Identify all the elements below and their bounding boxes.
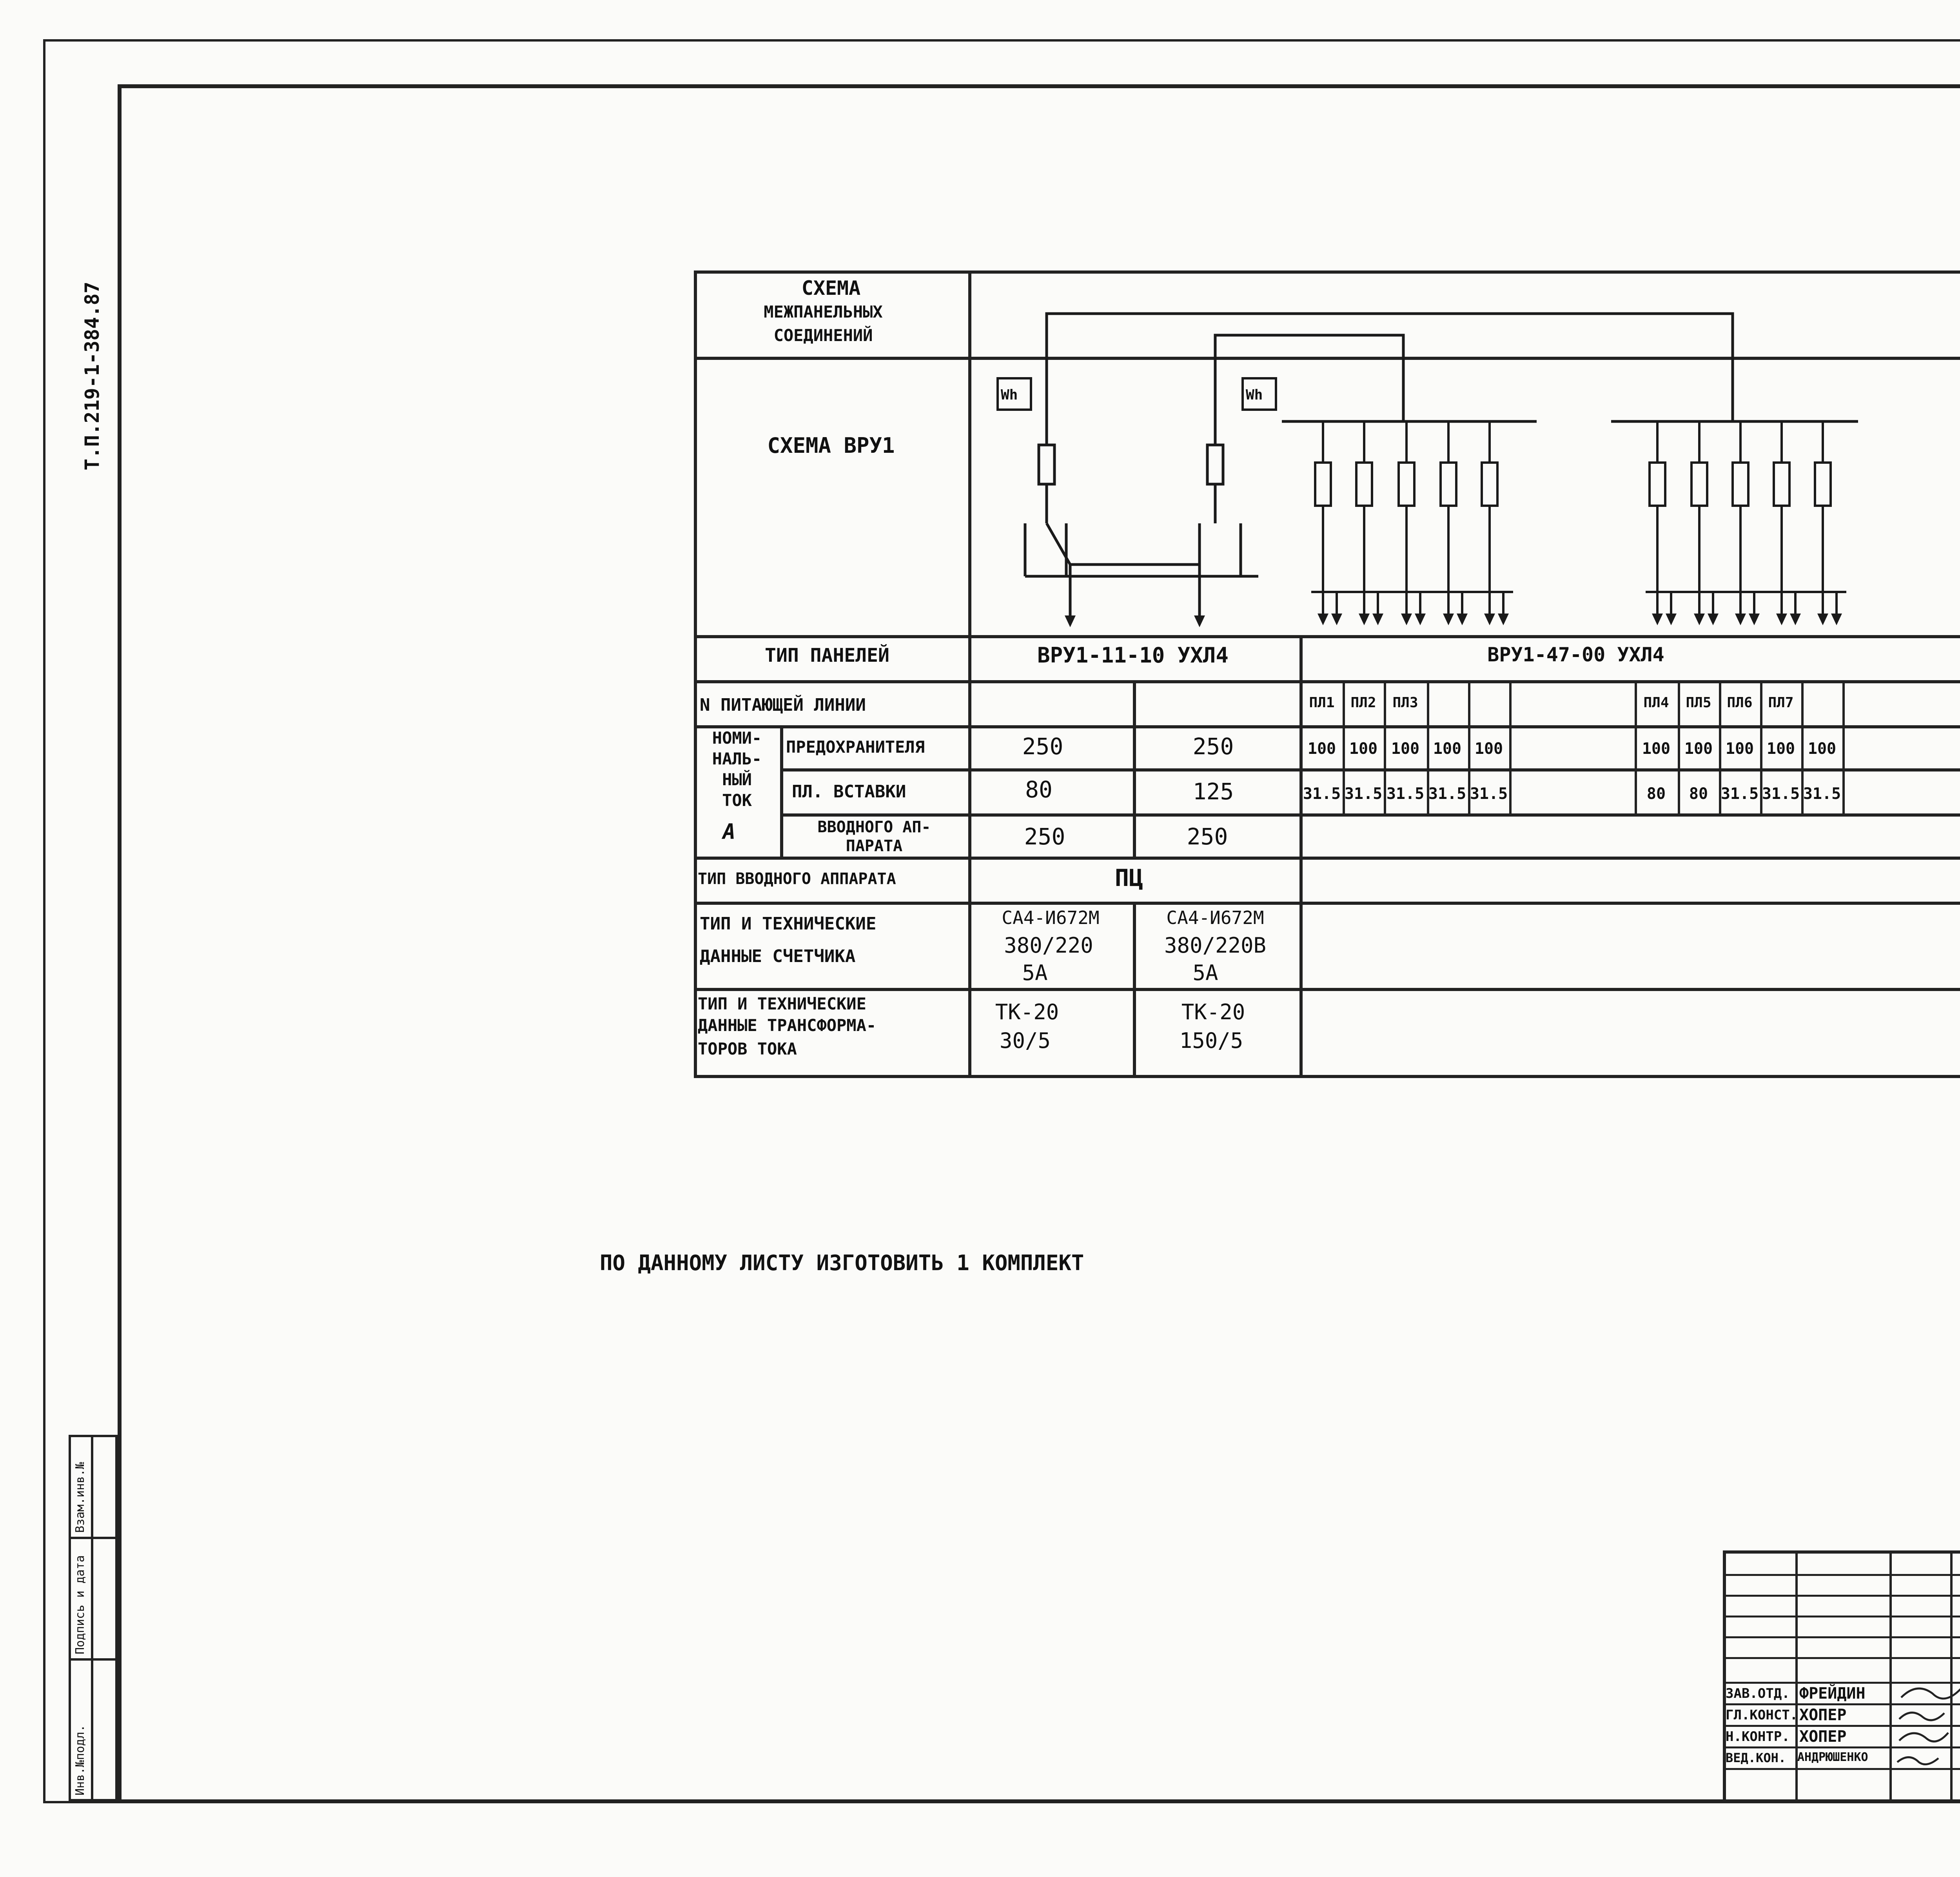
g1-insert-2: 31.5 [1344, 785, 1383, 803]
col2-transformer-2: 150/5 [1179, 1028, 1243, 1053]
label-scheme-inter-3: СОЕДИНЕНИЙ [773, 326, 873, 345]
label-transformer-1: ТИП И ТЕХНИЧЕСКИЕ [698, 994, 866, 1013]
g2-line-1: ПЛ4 [1643, 695, 1669, 711]
signer-name-1: ФРЕЙДИН [1799, 1685, 1866, 1703]
production-note: ПО ДАННОМУ ЛИСТУ ИЗГОТОВИТЬ 1 КОМПЛЕКТ [600, 1251, 1084, 1275]
panel-type-2: ВРУ1-47-00 УХЛ4 [1487, 643, 1664, 666]
g2-fuse-4: 100 [1766, 740, 1795, 758]
label-nominal-3: НЫЙ [722, 770, 752, 789]
col1-meter-1: СА4-И672М [1002, 907, 1100, 928]
col2-transformer-1: ТК-20 [1181, 1000, 1245, 1024]
col1-insert: 80 [1025, 776, 1053, 803]
g2-insert-3: 31.5 [1720, 785, 1759, 803]
signer-role-1: ЗАВ.ОТД. [1726, 1686, 1790, 1701]
label-nominal-2: НАЛЬ- [712, 749, 762, 768]
col1-transformer-2: 30/5 [999, 1028, 1051, 1053]
col2-fuse: 250 [1192, 733, 1234, 760]
input-type-value: ПЦ [1114, 864, 1143, 892]
wh-meter-2-label: Wh [1246, 387, 1263, 403]
g1-fuse-2: 100 [1349, 740, 1378, 758]
g2-fuse-5: 100 [1808, 740, 1837, 758]
g1-fuse-4: 100 [1433, 740, 1462, 758]
col2-meter-2: 380/220В [1164, 933, 1267, 958]
col2-meter-1: СА4-И672М [1166, 907, 1264, 928]
label-fuse: ПРЕДОХРАНИТЕЛЯ [786, 737, 925, 757]
label-nominal-4: ТОК [722, 791, 752, 810]
label-panel-type: ТИП ПАНЕЛЕЙ [765, 644, 889, 666]
g1-insert-4: 31.5 [1428, 785, 1466, 803]
panel-type-1: ВРУ1-11-10 УХЛ4 [1037, 643, 1229, 668]
label-scheme-inter-2: МЕЖПАНЕЛЬНЫХ [764, 302, 883, 321]
side-stamp-inv: Инв.№подл. [73, 1725, 87, 1795]
col2-meter-3: 5А [1192, 960, 1218, 985]
g2-insert-4: 31.5 [1762, 785, 1800, 803]
g2-insert-5: 31.5 [1803, 785, 1841, 803]
label-input-device-2: ПАРАТА [846, 837, 903, 855]
g1-line-1: ПЛ1 [1309, 695, 1335, 711]
label-input-type: ТИП ВВОДНОГО АППАРАТА [698, 870, 896, 888]
g1-line-2: ПЛ2 [1350, 695, 1376, 711]
g2-insert-1: 80 [1646, 785, 1666, 803]
col1-transformer-1: ТК-20 [995, 1000, 1059, 1024]
g2-fuse-3: 100 [1725, 740, 1754, 758]
label-nominal-1: НОМИ- [712, 728, 762, 748]
side-stamp-vzam: Взам.инв.№ [73, 1462, 87, 1533]
signer-name-3: ХОПЕР [1799, 1728, 1847, 1746]
col1-fuse: 250 [1022, 733, 1063, 760]
g2-fuse-1: 100 [1642, 740, 1671, 758]
col2-insert: 125 [1192, 778, 1234, 805]
label-transformer-2: ДАННЫЕ ТРАНСФОРМА- [698, 1016, 877, 1035]
g1-insert-3: 31.5 [1386, 785, 1425, 803]
wh-meter-1-label: Wh [1001, 387, 1018, 403]
signer-role-3: Н.КОНТР. [1726, 1729, 1790, 1744]
g1-line-3: ПЛ3 [1392, 695, 1418, 711]
side-project-code: Т.П.219-1-384.87 [81, 281, 103, 470]
g1-fuse-3: 100 [1391, 740, 1420, 758]
label-transformer-3: ТОРОВ ТОКА [698, 1039, 797, 1058]
g1-fuse-1: 100 [1307, 740, 1336, 758]
signer-role-4: ВЕД.КОН. [1726, 1750, 1786, 1765]
label-scheme-vru: СХЕМА ВРУ1 [767, 433, 895, 458]
g2-line-3: ПЛ6 [1727, 695, 1753, 711]
label-feeder-no: N ПИТАЮЩЕЙ ЛИНИИ [700, 695, 866, 715]
g2-insert-2: 80 [1689, 785, 1708, 803]
g2-line-4: ПЛ7 [1768, 695, 1794, 711]
label-nominal-5: А [722, 819, 736, 844]
g2-fuse-2: 100 [1684, 740, 1713, 758]
label-input-device-1: ВВОДНОГО АП- [817, 818, 931, 836]
g2-line-2: ПЛ5 [1686, 695, 1711, 711]
label-meter-2: ДАННЫЕ СЧЕТЧИКА [700, 946, 856, 966]
signer-role-2: ГЛ.КОНСТ. [1726, 1707, 1798, 1723]
side-stamp-sign: Подпись и дата [73, 1555, 87, 1654]
label-insert: ПЛ. ВСТАВКИ [792, 782, 906, 802]
col1-meter-2: 380/220 [1004, 933, 1093, 958]
signer-name-2: ХОПЕР [1799, 1706, 1847, 1724]
label-scheme-inter-1: СХЕМА [801, 277, 861, 300]
col1-input: 250 [1024, 823, 1065, 850]
g1-fuse-5: 100 [1474, 740, 1503, 758]
col1-meter-3: 5А [1022, 960, 1048, 985]
col2-input: 250 [1187, 823, 1228, 850]
g1-insert-1: 31.5 [1303, 785, 1341, 803]
g1-insert-5: 31.5 [1470, 785, 1508, 803]
signer-name-4: АНДРЮШЕНКО [1797, 1750, 1868, 1764]
label-meter-1: ТИП И ТЕХНИЧЕСКИЕ [700, 914, 877, 934]
